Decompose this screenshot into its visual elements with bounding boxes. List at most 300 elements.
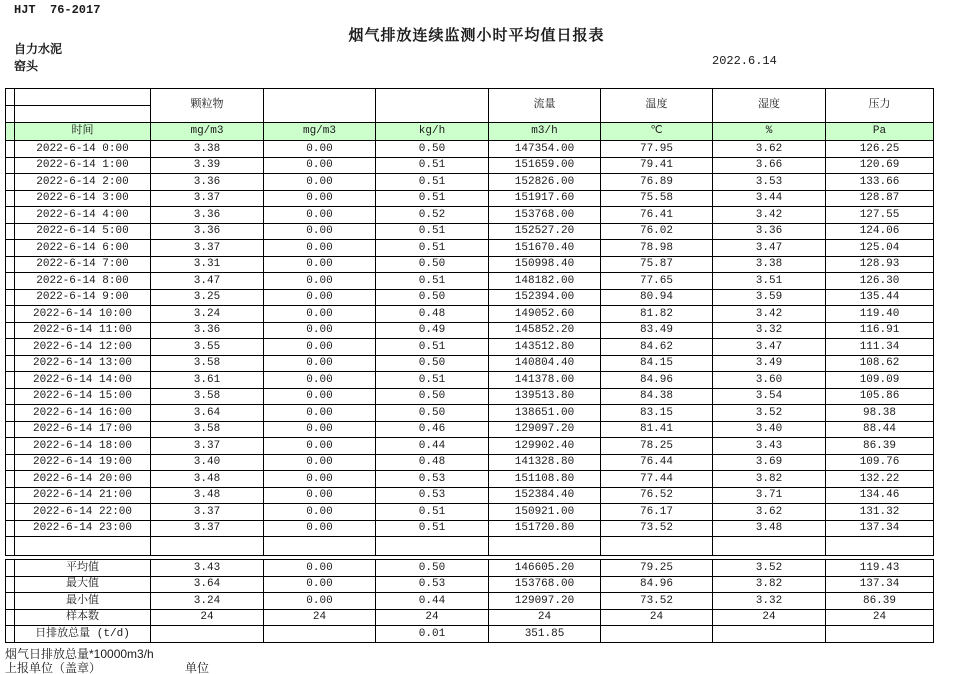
- value-cell: 128.87: [826, 190, 934, 207]
- value-cell: 3.39: [151, 157, 264, 174]
- value-cell: 3.38: [151, 141, 264, 158]
- time-cell: 2022-6-14 12:00: [15, 339, 151, 356]
- value-cell: 135.44: [826, 289, 934, 306]
- value-cell: 3.62: [713, 141, 826, 158]
- footer-note: 烟气日排放总量*10000m3/h: [5, 647, 154, 661]
- table-row: [6, 372, 934, 389]
- value-cell: 0.00: [264, 372, 376, 389]
- value-cell: 132.22: [826, 471, 934, 488]
- table-row: [6, 520, 934, 537]
- header-cell-flow: 流量: [489, 89, 601, 123]
- value-cell: 3.47: [151, 273, 264, 290]
- value-cell: 134.46: [826, 487, 934, 504]
- value-cell: 0.00: [264, 207, 376, 224]
- stub-cell: [6, 405, 15, 422]
- stub-cell: [6, 339, 15, 356]
- table-row: [6, 174, 934, 191]
- value-cell: 126.25: [826, 141, 934, 158]
- value-cell: 3.48: [151, 487, 264, 504]
- value-cell: 3.82: [713, 471, 826, 488]
- value-cell: 76.02: [601, 223, 713, 240]
- value-cell: 3.69: [713, 454, 826, 471]
- value-cell: 0.51: [376, 520, 489, 537]
- table-row: [6, 355, 934, 372]
- stub-cell: [6, 438, 15, 455]
- value-cell: 141378.00: [489, 372, 601, 389]
- page-title: 烟气排放连续监测小时平均值日报表: [348, 27, 605, 44]
- value-cell: 3.40: [151, 454, 264, 471]
- table-row: [6, 471, 934, 488]
- value-cell: 124.06: [826, 223, 934, 240]
- value-cell: 0.00: [264, 240, 376, 257]
- table-row: [6, 207, 934, 224]
- value-cell: 3.32: [713, 593, 826, 610]
- value-cell: 3.36: [151, 223, 264, 240]
- value-cell: 3.43: [151, 560, 264, 577]
- table-row: [6, 438, 934, 455]
- value-cell: 119.43: [826, 560, 934, 577]
- value-cell: 152384.40: [489, 487, 601, 504]
- value-cell: 76.89: [601, 174, 713, 191]
- unit-cell: ℃: [601, 123, 713, 141]
- value-cell: 129902.40: [489, 438, 601, 455]
- value-cell: 109.76: [826, 454, 934, 471]
- param-header-row: [6, 89, 934, 106]
- value-cell: 84.96: [601, 576, 713, 593]
- value-cell: 76.44: [601, 454, 713, 471]
- value-cell: 149052.60: [489, 306, 601, 323]
- report-unit-label: 上报单位（盖章）: [5, 661, 102, 674]
- value-cell: 3.37: [151, 520, 264, 537]
- value-cell: 0.00: [264, 454, 376, 471]
- value-cell: 3.58: [151, 355, 264, 372]
- time-cell: 2022-6-14 2:00: [15, 174, 151, 191]
- table-row: [6, 273, 934, 290]
- value-cell: 0.00: [264, 593, 376, 610]
- value-cell: 3.25: [151, 289, 264, 306]
- header-cell-blank2: [376, 89, 489, 123]
- value-cell: 0.44: [376, 593, 489, 610]
- stub-cell: [6, 89, 15, 106]
- value-cell: 0.48: [376, 306, 489, 323]
- table-row: [6, 405, 934, 422]
- value-cell: 151108.80: [489, 471, 601, 488]
- value-cell: 128.93: [826, 256, 934, 273]
- value-cell: 0.51: [376, 190, 489, 207]
- value-cell: 0.00: [264, 576, 376, 593]
- summary-label-cell: 最小值: [15, 593, 151, 610]
- header-cell-humidity: 湿度: [713, 89, 826, 123]
- value-cell: 0.00: [264, 289, 376, 306]
- summary-row: [6, 626, 934, 643]
- time-cell: 2022-6-14 14:00: [15, 372, 151, 389]
- value-cell: 0.00: [264, 388, 376, 405]
- value-cell: 3.38: [713, 256, 826, 273]
- time-cell: 2022-6-14 13:00: [15, 355, 151, 372]
- value-cell: 146605.20: [489, 560, 601, 577]
- value-cell: 24: [713, 609, 826, 626]
- empty-row: [6, 537, 934, 556]
- value-cell: [264, 626, 376, 643]
- value-cell: 0.50: [376, 388, 489, 405]
- time-cell: 2022-6-14 4:00: [15, 207, 151, 224]
- stub-cell: [6, 106, 15, 123]
- value-cell: 0.00: [264, 174, 376, 191]
- summary-row: [6, 609, 934, 626]
- value-cell: 73.52: [601, 520, 713, 537]
- doc-code: HJT 76-2017: [14, 3, 101, 17]
- time-cell: 2022-6-14 16:00: [15, 405, 151, 422]
- value-cell: 76.17: [601, 504, 713, 521]
- value-cell: 3.82: [713, 576, 826, 593]
- value-cell: 3.31: [151, 256, 264, 273]
- value-cell: 88.44: [826, 421, 934, 438]
- value-cell: 0.51: [376, 223, 489, 240]
- header-cell-empty: [15, 106, 151, 123]
- value-cell: 129097.20: [489, 421, 601, 438]
- stub-cell: [6, 157, 15, 174]
- value-cell: 79.41: [601, 157, 713, 174]
- value-cell: 3.40: [713, 421, 826, 438]
- value-cell: 3.52: [713, 405, 826, 422]
- value-cell: 147354.00: [489, 141, 601, 158]
- value-cell: 3.59: [713, 289, 826, 306]
- table-row: [6, 388, 934, 405]
- time-cell: 2022-6-14 7:00: [15, 256, 151, 273]
- unit-cell: m3/h: [489, 123, 601, 141]
- value-cell: 24: [489, 609, 601, 626]
- stub-cell: [6, 174, 15, 191]
- value-cell: 105.86: [826, 388, 934, 405]
- time-cell: 2022-6-14 17:00: [15, 421, 151, 438]
- value-cell: 152826.00: [489, 174, 601, 191]
- value-cell: 0.00: [264, 405, 376, 422]
- time-cell: 2022-6-14 8:00: [15, 273, 151, 290]
- time-cell: 2022-6-14 9:00: [15, 289, 151, 306]
- value-cell: 73.52: [601, 593, 713, 610]
- value-cell: 119.40: [826, 306, 934, 323]
- value-cell: 0.00: [264, 190, 376, 207]
- value-cell: 0.50: [376, 405, 489, 422]
- value-cell: 79.25: [601, 560, 713, 577]
- time-cell: 2022-6-14 15:00: [15, 388, 151, 405]
- stub-cell: [6, 593, 15, 610]
- value-cell: 0.51: [376, 273, 489, 290]
- value-cell: 0.51: [376, 174, 489, 191]
- value-cell: 78.25: [601, 438, 713, 455]
- stub-cell: [6, 141, 15, 158]
- value-cell: 0.00: [264, 141, 376, 158]
- value-cell: 3.24: [151, 593, 264, 610]
- stub-cell: [6, 190, 15, 207]
- header-cell-blank1: [264, 89, 376, 123]
- value-cell: 24: [601, 609, 713, 626]
- value-cell: 3.44: [713, 190, 826, 207]
- value-cell: 143512.80: [489, 339, 601, 356]
- value-cell: 98.38: [826, 405, 934, 422]
- value-cell: 150921.00: [489, 504, 601, 521]
- report-table: [5, 88, 934, 643]
- value-cell: 81.41: [601, 421, 713, 438]
- separator-rows: [6, 537, 934, 560]
- value-cell: [601, 626, 713, 643]
- stub-cell: [6, 421, 15, 438]
- time-cell: 2022-6-14 18:00: [15, 438, 151, 455]
- value-cell: 77.44: [601, 471, 713, 488]
- value-cell: 3.58: [151, 388, 264, 405]
- value-cell: 0.53: [376, 576, 489, 593]
- value-cell: 3.48: [151, 471, 264, 488]
- value-cell: 0.44: [376, 438, 489, 455]
- summary-label-cell: 日排放总量 (t/d): [15, 626, 151, 643]
- value-cell: 0.00: [264, 223, 376, 240]
- stub-cell: [6, 256, 15, 273]
- value-cell: 131.32: [826, 504, 934, 521]
- value-cell: 3.54: [713, 388, 826, 405]
- table-row: [6, 504, 934, 521]
- unit-header-row: [6, 123, 934, 141]
- stub-cell: [6, 240, 15, 257]
- value-cell: 75.87: [601, 256, 713, 273]
- value-cell: 108.62: [826, 355, 934, 372]
- value-cell: 3.36: [151, 174, 264, 191]
- time-cell: 2022-6-14 19:00: [15, 454, 151, 471]
- value-cell: 125.04: [826, 240, 934, 257]
- time-cell: 2022-6-14 5:00: [15, 223, 151, 240]
- table-row: [6, 256, 934, 273]
- value-cell: 129097.20: [489, 593, 601, 610]
- value-cell: 151659.00: [489, 157, 601, 174]
- summary-label-cell: 样本数: [15, 609, 151, 626]
- value-cell: 3.37: [151, 240, 264, 257]
- table-row: [6, 454, 934, 471]
- stub-cell: [6, 454, 15, 471]
- value-cell: 3.37: [151, 190, 264, 207]
- time-cell: 2022-6-14 21:00: [15, 487, 151, 504]
- value-cell: 0.49: [376, 322, 489, 339]
- value-cell: 152394.00: [489, 289, 601, 306]
- time-cell: 2022-6-14 20:00: [15, 471, 151, 488]
- value-cell: 151720.80: [489, 520, 601, 537]
- value-cell: 24: [264, 609, 376, 626]
- value-cell: 116.91: [826, 322, 934, 339]
- value-cell: 150998.40: [489, 256, 601, 273]
- value-cell: 0.00: [264, 306, 376, 323]
- value-cell: 80.94: [601, 289, 713, 306]
- unit-cell: %: [713, 123, 826, 141]
- value-cell: 137.34: [826, 576, 934, 593]
- value-cell: 0.51: [376, 157, 489, 174]
- value-cell: 0.51: [376, 339, 489, 356]
- value-cell: 84.62: [601, 339, 713, 356]
- value-cell: 127.55: [826, 207, 934, 224]
- value-cell: [151, 626, 264, 643]
- value-cell: 0.51: [376, 240, 489, 257]
- value-cell: 86.39: [826, 593, 934, 610]
- value-cell: 140804.40: [489, 355, 601, 372]
- unit-cell: kg/h: [376, 123, 489, 141]
- header-rows: [6, 89, 934, 141]
- value-cell: 0.00: [264, 256, 376, 273]
- value-cell: 24: [826, 609, 934, 626]
- value-cell: [713, 626, 826, 643]
- value-cell: 77.65: [601, 273, 713, 290]
- value-cell: 0.52: [376, 207, 489, 224]
- value-cell: 3.47: [713, 339, 826, 356]
- time-cell: 2022-6-14 22:00: [15, 504, 151, 521]
- value-cell: 3.37: [151, 504, 264, 521]
- hour-rows: [6, 141, 934, 537]
- summary-label-cell: 最大值: [15, 576, 151, 593]
- header-cell-empty: [15, 89, 151, 106]
- value-cell: 0.00: [264, 273, 376, 290]
- stub-cell: [6, 576, 15, 593]
- value-cell: 151670.40: [489, 240, 601, 257]
- value-cell: 141328.80: [489, 454, 601, 471]
- table-row: [6, 240, 934, 257]
- station-name: 窑头: [14, 59, 39, 73]
- value-cell: 0.53: [376, 471, 489, 488]
- summary-row: [6, 593, 934, 610]
- stub-cell: [6, 504, 15, 521]
- table-row: [6, 421, 934, 438]
- value-cell: 0.46: [376, 421, 489, 438]
- value-cell: 153768.00: [489, 207, 601, 224]
- stub-cell: [6, 609, 15, 626]
- value-cell: 0.50: [376, 141, 489, 158]
- value-cell: 0.00: [264, 487, 376, 504]
- time-cell: 2022-6-14 1:00: [15, 157, 151, 174]
- header-cell-pm: 颗粒物: [151, 89, 264, 123]
- header-cell-temp: 温度: [601, 89, 713, 123]
- company-name: 自力水泥: [14, 42, 63, 56]
- value-cell: 0.51: [376, 372, 489, 389]
- stub-cell: [6, 123, 15, 141]
- summary-rows: [6, 560, 934, 643]
- unit-label: 单位: [185, 661, 210, 674]
- stub-cell: [6, 322, 15, 339]
- report-date: 2022.6.14: [712, 54, 777, 68]
- value-cell: 76.41: [601, 207, 713, 224]
- value-cell: 75.58: [601, 190, 713, 207]
- value-cell: 148182.00: [489, 273, 601, 290]
- value-cell: 76.52: [601, 487, 713, 504]
- value-cell: 0.50: [376, 289, 489, 306]
- table-row: [6, 223, 934, 240]
- table-row: [6, 190, 934, 207]
- value-cell: 81.82: [601, 306, 713, 323]
- value-cell: 3.61: [151, 372, 264, 389]
- value-cell: 3.24: [151, 306, 264, 323]
- value-cell: 0.00: [264, 421, 376, 438]
- stub-cell: [6, 223, 15, 240]
- value-cell: 24: [376, 609, 489, 626]
- table-row: [6, 289, 934, 306]
- value-cell: 3.62: [713, 504, 826, 521]
- summary-row: [6, 576, 934, 593]
- stub-cell: [6, 471, 15, 488]
- unit-cell: Pa: [826, 123, 934, 141]
- value-cell: 3.60: [713, 372, 826, 389]
- value-cell: 3.64: [151, 576, 264, 593]
- stub-cell: [6, 487, 15, 504]
- value-cell: 126.30: [826, 273, 934, 290]
- value-cell: 0.00: [264, 157, 376, 174]
- value-cell: 3.42: [713, 207, 826, 224]
- value-cell: 0.00: [264, 520, 376, 537]
- table-row: [6, 157, 934, 174]
- value-cell: 3.71: [713, 487, 826, 504]
- time-cell: 2022-6-14 0:00: [15, 141, 151, 158]
- value-cell: 0.00: [264, 438, 376, 455]
- table-row: [6, 339, 934, 356]
- value-cell: 133.66: [826, 174, 934, 191]
- table-row: [6, 322, 934, 339]
- value-cell: 151917.60: [489, 190, 601, 207]
- value-cell: 86.39: [826, 438, 934, 455]
- stub-cell: [6, 520, 15, 537]
- value-cell: 0.50: [376, 355, 489, 372]
- stub-cell: [6, 355, 15, 372]
- value-cell: 0.48: [376, 454, 489, 471]
- value-cell: [826, 626, 934, 643]
- value-cell: 3.48: [713, 520, 826, 537]
- time-header-cell: 时间: [15, 123, 151, 141]
- value-cell: 109.09: [826, 372, 934, 389]
- time-cell: 2022-6-14 11:00: [15, 322, 151, 339]
- value-cell: 3.37: [151, 438, 264, 455]
- value-cell: 24: [151, 609, 264, 626]
- stub-cell: [6, 273, 15, 290]
- unit-cell: mg/m3: [264, 123, 376, 141]
- time-cell: 2022-6-14 3:00: [15, 190, 151, 207]
- value-cell: 3.64: [151, 405, 264, 422]
- value-cell: 145852.20: [489, 322, 601, 339]
- value-cell: 3.55: [151, 339, 264, 356]
- value-cell: 3.32: [713, 322, 826, 339]
- value-cell: 138651.00: [489, 405, 601, 422]
- time-cell: 2022-6-14 10:00: [15, 306, 151, 323]
- value-cell: 77.95: [601, 141, 713, 158]
- value-cell: 3.49: [713, 355, 826, 372]
- value-cell: 0.00: [264, 560, 376, 577]
- value-cell: 3.52: [713, 560, 826, 577]
- value-cell: 351.85: [489, 626, 601, 643]
- value-cell: 3.51: [713, 273, 826, 290]
- time-cell: 2022-6-14 23:00: [15, 520, 151, 537]
- value-cell: 0.00: [264, 322, 376, 339]
- stub-cell: [6, 626, 15, 643]
- value-cell: 78.98: [601, 240, 713, 257]
- value-cell: 3.66: [713, 157, 826, 174]
- value-cell: 3.42: [713, 306, 826, 323]
- value-cell: 84.15: [601, 355, 713, 372]
- value-cell: 3.58: [151, 421, 264, 438]
- stub-cell: [6, 289, 15, 306]
- value-cell: 3.47: [713, 240, 826, 257]
- value-cell: 139513.80: [489, 388, 601, 405]
- table-row: [6, 306, 934, 323]
- stub-cell: [6, 306, 15, 323]
- value-cell: 120.69: [826, 157, 934, 174]
- value-cell: 0.01: [376, 626, 489, 643]
- stub-cell: [6, 537, 15, 556]
- value-cell: 3.36: [713, 223, 826, 240]
- value-cell: 83.15: [601, 405, 713, 422]
- summary-label-cell: 平均值: [15, 560, 151, 577]
- value-cell: 0.00: [264, 504, 376, 521]
- stub-cell: [6, 560, 15, 577]
